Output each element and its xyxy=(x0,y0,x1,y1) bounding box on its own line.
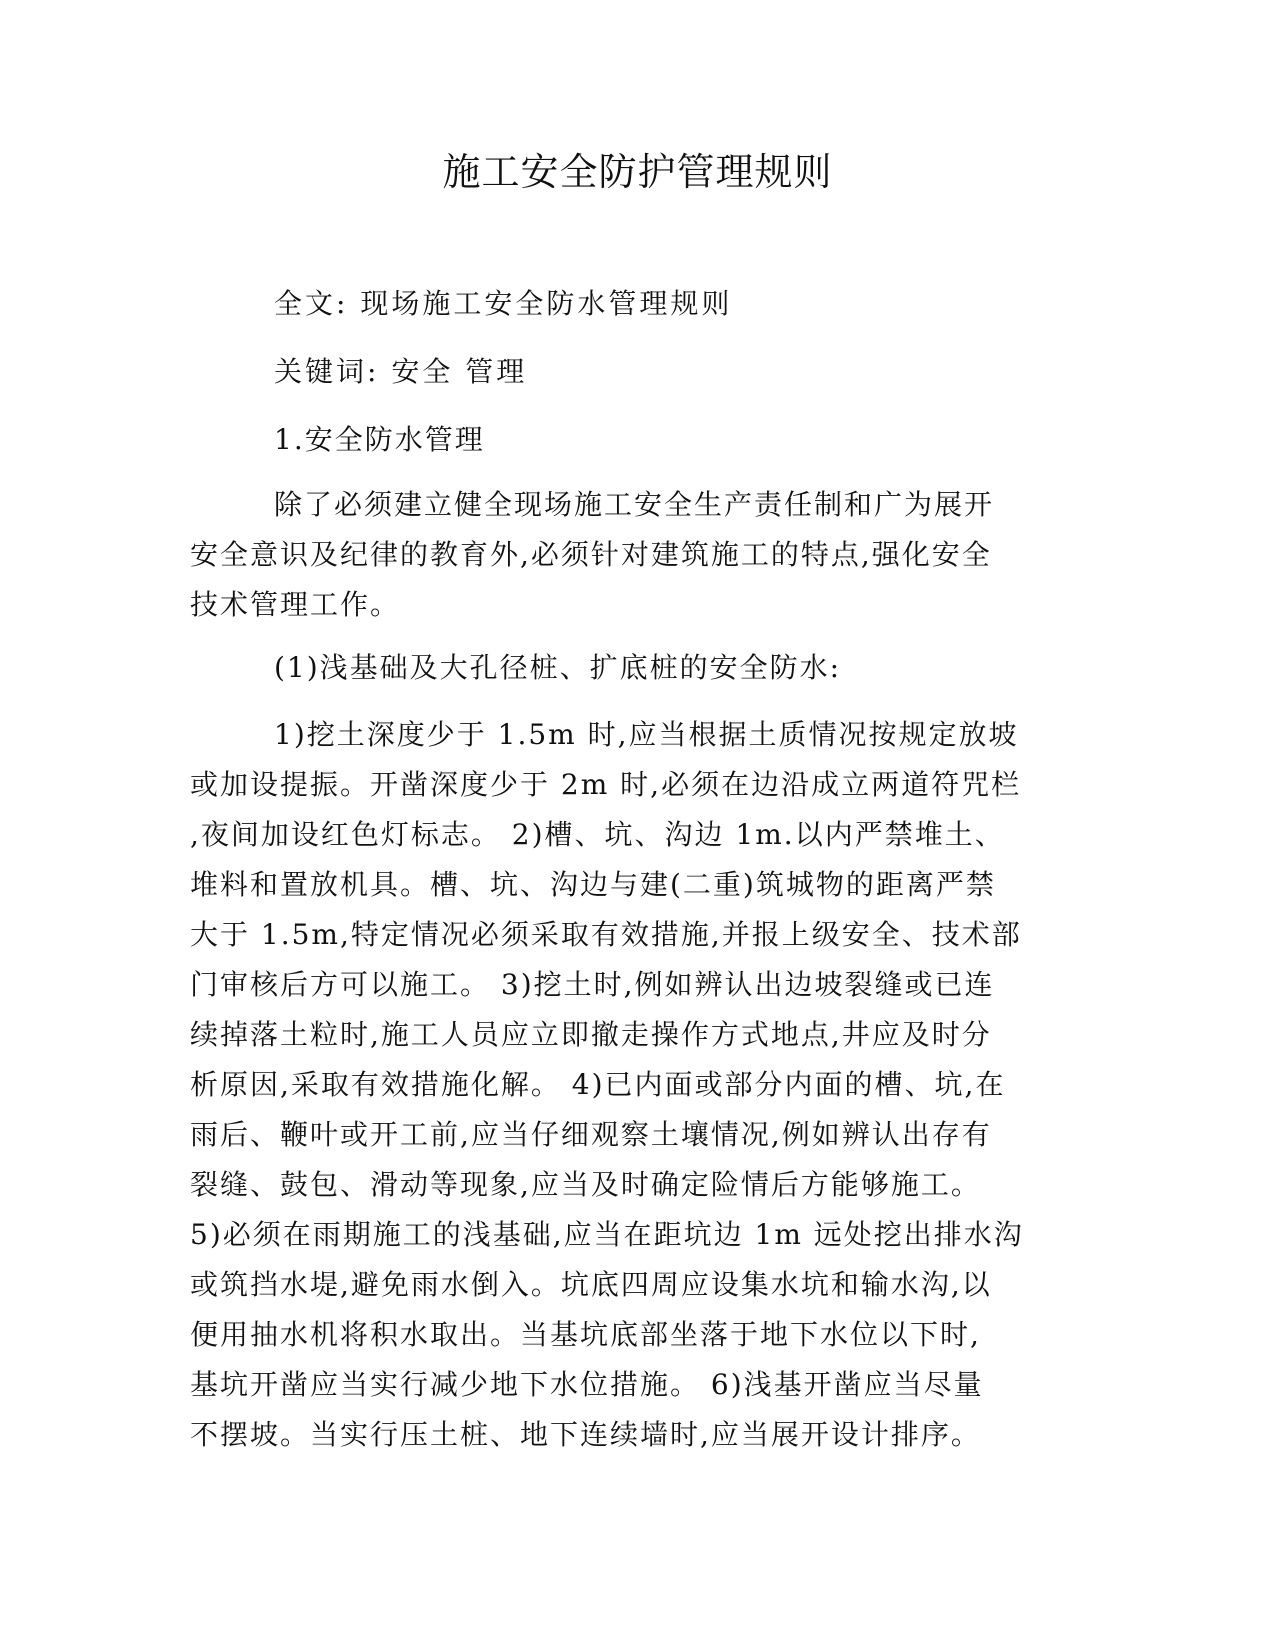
body-line: 基坑开凿应当实行减少地下水位措施。 6)浅基开凿应当尽量 xyxy=(190,1368,984,1401)
body-line: 大于 1.5m,特定情况必须采取有效措施,并报上级安全、技术部 xyxy=(190,918,1022,951)
body-line: 雨后、鞭叶或开工前,应当仔细观察土壤情况,例如辨认出存有 xyxy=(190,1118,992,1151)
intro-line: 安全意识及纪律的教育外,必须针对建筑施工的特点,强化安全 xyxy=(190,538,992,571)
keywords-line: 关键词: 安全 管理 xyxy=(274,355,528,388)
body-line: 门审核后方可以施工。 3)挖土时,例如辨认出边坡裂缝或已连 xyxy=(190,968,995,1001)
fulltext-line: 全文: 现场施工安全防水管理规则 xyxy=(274,287,733,320)
intro-line: 技术管理工作。 xyxy=(190,588,401,621)
document-title: 施工安全防护管理规则 xyxy=(442,150,833,194)
intro-line: 除了必须建立健全现场施工安全生产责任制和广为展开 xyxy=(274,488,995,521)
body-line: 或加设提振。开凿深度少于 2m 时,必须在边沿成立两道符咒栏 xyxy=(190,768,1022,801)
body-paragraph xyxy=(190,710,1095,1460)
body-line: 或筑挡水堤,避免雨水倒入。坑底四周应设集水坑和输水沟,以 xyxy=(190,1268,992,1301)
body-line: ,夜间加设红色灯标志。 2)槽、坑、沟边 1m.以内严禁堆土、 xyxy=(190,818,1005,851)
body-line: 堆料和置放机具。槽、坑、沟边与建(二重)筑城物的距离严禁 xyxy=(190,868,996,901)
body-line: 裂缝、鼓包、滑动等现象,应当及时确定险情后方能够施工。 xyxy=(190,1168,981,1201)
body-line: 5)必须在雨期施工的浅基础,应当在距坑边 1m 远处挖出排水沟 xyxy=(190,1218,1024,1251)
body-line: 不摆坡。当实行压土桩、地下连续墙时,应当展开设计排序。 xyxy=(190,1418,981,1451)
section-heading: 1.安全防水管理 xyxy=(274,423,485,456)
body-line: 1)挖土深度少于 1.5m 时,应当根据土质情况按规定放坡 xyxy=(274,718,1019,751)
body-line: 续掉落土粒时,施工人员应立即撤走操作方式地点,井应及时分 xyxy=(190,1018,992,1051)
intro-paragraph xyxy=(190,480,1095,630)
body-line: 便用抽水机将积水取出。当基坑底部坐落于地下水位以下时, xyxy=(190,1318,981,1351)
body-line: 析原因,采取有效措施化解。 4)已内面或部分内面的槽、坑,在 xyxy=(190,1068,1006,1101)
subsection-heading: (1)浅基础及大孔径桩、扩底桩的安全防水: xyxy=(274,651,842,684)
